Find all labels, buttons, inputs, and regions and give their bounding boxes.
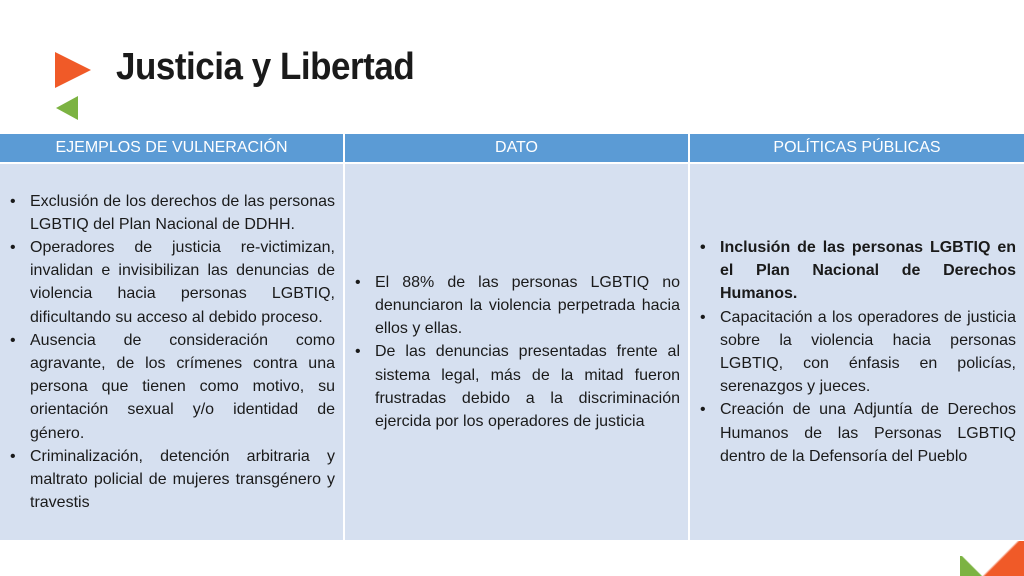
list-item: • El 88% de las personas LGBTIQ no denunciaron la violencia perpetrada hacia ellos y ellas. [351,271,680,341]
list-item: • Criminalización, detención arbitraria y maltrato policial de mujeres transgénero y travestis [6,445,335,515]
list-item: • Inclusión de las personas LGBTIQ en el Plan Nacional de Derechos Humanos. [696,236,1016,306]
policy-table [0,134,1024,540]
table-header-row [0,134,1024,163]
list-item: • De las denuncias presentadas frente al sistema legal, más de la mitad fueron frustradas debido a la discriminación ejercida por los operadores de justicia [351,340,680,433]
orange-corner-decoration [978,541,1024,576]
ejemplos-list [6,190,335,515]
list-item: • Creación de una Adjuntía de Derechos Humanos de las Personas LGBTIQ dentro de la Defensoría del Pueblo [696,398,1016,468]
cell-politicas [689,163,1024,540]
cell-ejemplos [0,163,344,540]
table-row [0,163,1024,540]
politicas-list [696,236,1016,468]
header-ejemplos: EJEMPLOS DE VULNERACIÓN [0,134,344,163]
green-corner-decoration [960,556,984,576]
header-dato: DATO [344,134,689,163]
cell-dato [344,163,689,540]
header-politicas: POLÍTICAS PÚBLICAS [689,134,1024,163]
list-item: • Operadores de justicia re-victimizan, invalidan e invisibilizan las denuncias de violencia hacia personas LGBTIQ, dificultando su acceso al debido proceso. [6,236,335,329]
list-item: • Ausencia de consideración como agravante, de los crímenes contra una persona que tienen como motivo, su orientación sexual y/o identidad de género. [6,329,335,445]
page-title: Justicia y Libertad [116,46,415,88]
list-item: • Capacitación a los operadores de justicia sobre la violencia hacia personas LGBTIQ, con énfasis en policías, serenazgos y jueces. [696,306,1016,399]
list-item: • Exclusión de los derechos de las personas LGBTIQ del Plan Nacional de DDHH. [6,190,335,236]
dato-list [351,271,680,433]
orange-arrow-icon [55,52,91,88]
green-arrow-icon [56,96,78,120]
